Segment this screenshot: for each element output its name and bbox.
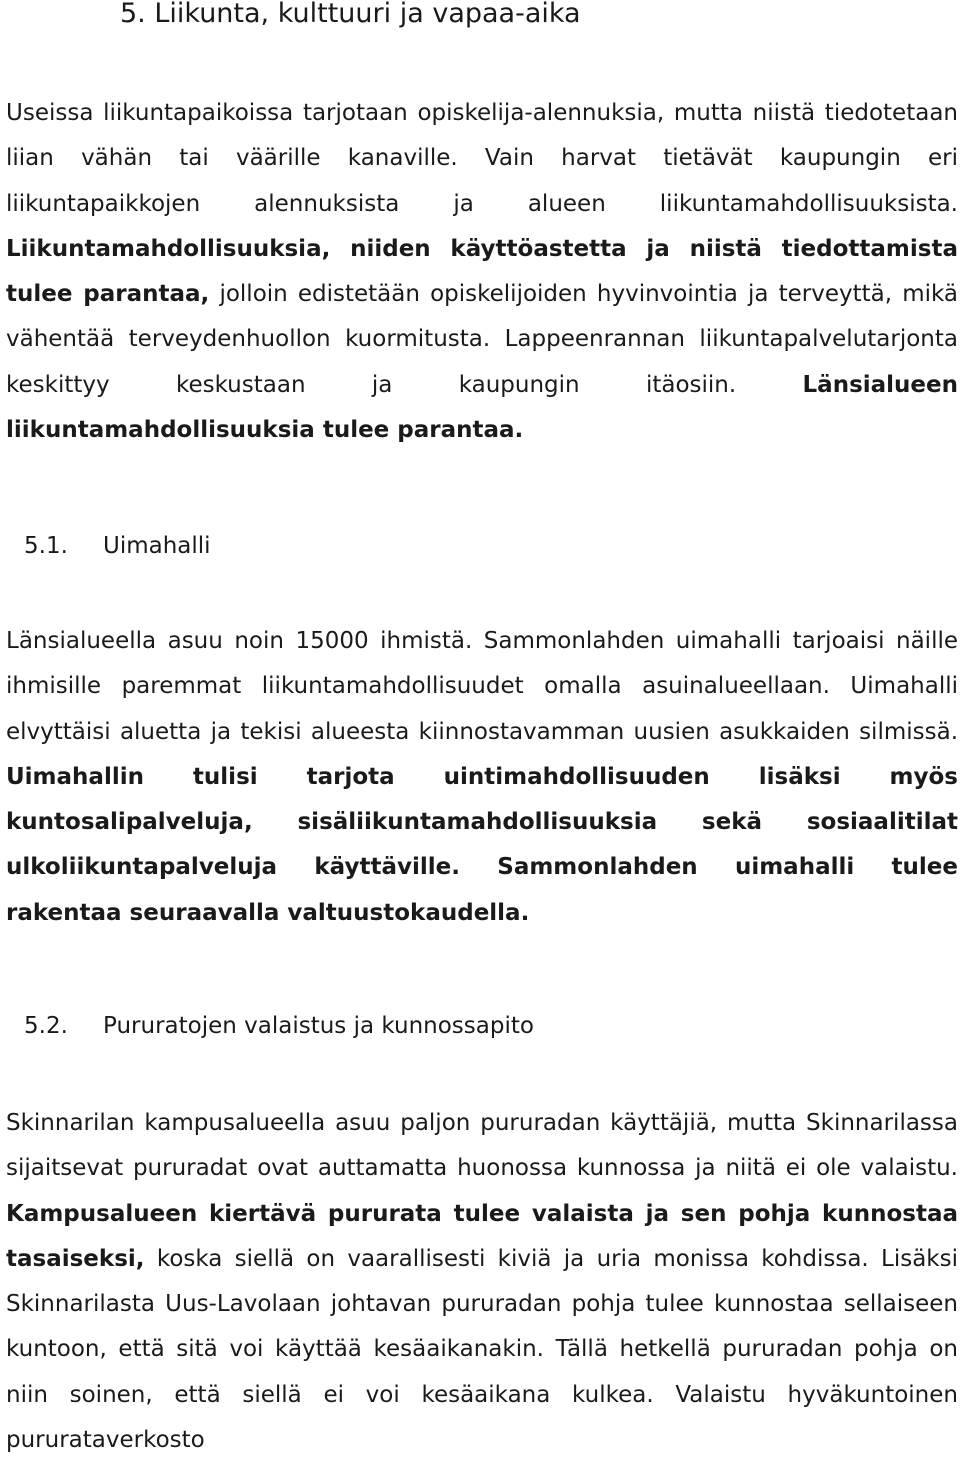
subsection-title: Uimahalli xyxy=(103,533,211,559)
uimahalli-text-1: Länsialueella asuu noin 15000 ihmistä. Sammonlahden uimahalli tarjoaisi näille ihmisille paremmat liikuntamahdollisuudet omalla asuinalueellaan. Uimahalli elvyttäisi aluetta ja tekisi alueesta kiinnostavamman uusien asukkaiden silmissä. xyxy=(6,628,958,745)
intro-paragraph xyxy=(6,91,958,453)
intro-bold-2: Länsialueen liikuntamahdollisuuksia tulee parantaa. xyxy=(6,371,958,444)
pururadat-text-2: koska siellä on vaarallisesti kiviä ja uria monissa kohdissa. Lisäksi Skinnarilasta Uus-Lavolaan johtavan pururadan pohja tulee kunnostaa sellaiseen kuntoon, että sitä voi käyttää kesäaikanakin. Tällä hetkellä pururadan pohja on niin soinen, että siellä ei voi kesäaikana kulkea. Valaistu hyväkuntoinen pururataverkosto xyxy=(6,1245,958,1454)
pururadat-paragraph xyxy=(6,1101,958,1463)
intro-text-1: Useissa liikuntapaikoissa tarjotaan opiskelija-alennuksia, mutta niistä tiedotetaan liian vähän tai väärille kanaville. Vain harvat tietävät kaupungin eri liikuntapaikkojen alennuksista ja alueen liikuntamahdollisuuksista. xyxy=(6,100,958,217)
uimahalli-paragraph xyxy=(6,619,958,936)
intro-text-2: jolloin edistetään opiskelijoiden hyvinvointia ja terveyttä, mikä vähentää terveydenhuollon kuormitusta. Lappeenrannan liikuntapalvelutarjonta keskittyy keskustaan ja kaupungin itäosiin. xyxy=(6,281,958,398)
intro-bold-1: Liikuntamahdollisuuksia, niiden käyttöastetta ja niistä tiedottamista tulee parantaa, xyxy=(6,235,958,308)
subsection-number: 5.1. xyxy=(24,533,68,559)
pururadat-text-1: Skinnarilan kampusalueella asuu paljon pururadan käyttäjiä, mutta Skinnarilassa sijaitsevat pururadat ovat auttamatta huonossa kunnossa ja niitä ei ole valaistu. xyxy=(6,1110,958,1182)
pururadat-bold-1: Kampusalueen kiertävä pururata tulee valaista ja sen pohja kunnostaa tasaiseksi, xyxy=(6,1200,958,1272)
subsection-title: Pururatojen valaistus ja kunnossapito xyxy=(103,1013,534,1039)
uimahalli-bold-1: Uimahallin tulisi tarjota uintimahdollisuuden lisäksi myös kuntosalipalveluja, sisäliikuntamahdollisuuksia sekä sosiaalitilat ulkoliikuntapalveluja käyttäville. Sammonlahden uimahalli tulee rakentaa seuraavalla valtuustokaudella. xyxy=(6,763,958,926)
section-title: 5. Liikunta, kulttuuri ja vapaa-aika xyxy=(120,0,581,29)
subsection-number: 5.2. xyxy=(24,1013,68,1039)
